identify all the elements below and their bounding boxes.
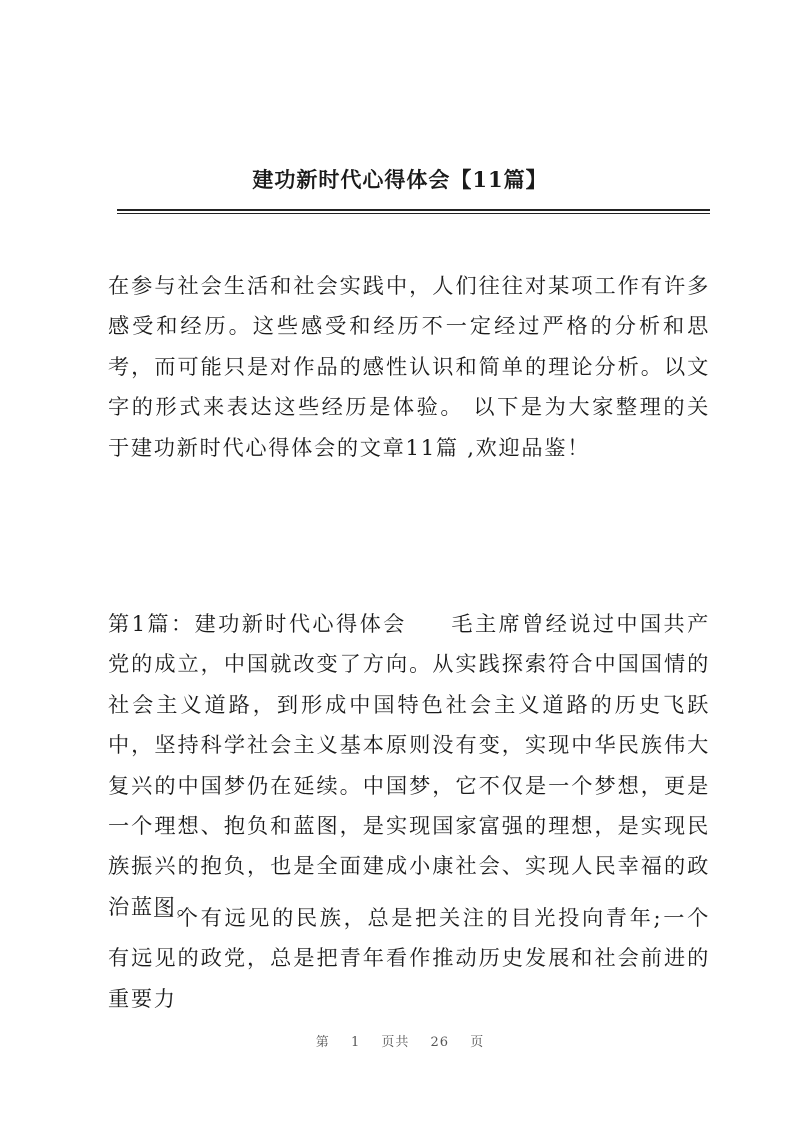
page-footer (0, 1031, 800, 1050)
article-1-body: 毛主席曾经说过中国共产党的成立，中国就改变了方向。从实践探索符合中国国情的社会主义道路，到形成中国特色社会主义道路的历史飞跃中，坚持科学社会主义基本原则没有变，实现中华民族伟大复兴的中国梦仍在延续。中国梦，它不仅是一个梦想，更是一个理想、抱负和蓝图，是实现国家富强的理想，是实现民族振兴的抱负，也是全面建成小康社会、实现人民幸福的政治蓝图。 (108, 611, 710, 919)
article-1-continuation-text: 一个有远见的民族，总是把关注的目光投向青年;一个有远见的政党，总是把青年看作推动历史发展和社会前进的重要力 (108, 905, 710, 1011)
footer-mid: 页共 (381, 1035, 410, 1050)
footer-total-pages: 26 (430, 1035, 450, 1050)
article-1-heading: 第1篇：建功新时代心得体会 (108, 611, 407, 636)
footer-suffix: 页 (470, 1035, 485, 1050)
footer-prefix: 第 (315, 1035, 330, 1050)
intro-paragraph: 在参与社会生活和社会实践中，人们往往对某项工作有许多感受和经历。这些感受和经历不一定经过严格的分析和思考，而可能只是对作品的感性认识和简单的理论分析。以文字的形式来表达这些经历是体验。 以下是为大家整理的关于建功新时代心得体会的文章11篇 ,欢迎品鉴！ (108, 273, 710, 460)
article-1-paragraph (108, 604, 710, 927)
title-divider (117, 209, 710, 214)
article-1-continuation (108, 898, 710, 1019)
footer-page-number: 1 (350, 1035, 361, 1050)
document-title: 建功新时代心得体会【11篇】 (252, 167, 548, 192)
